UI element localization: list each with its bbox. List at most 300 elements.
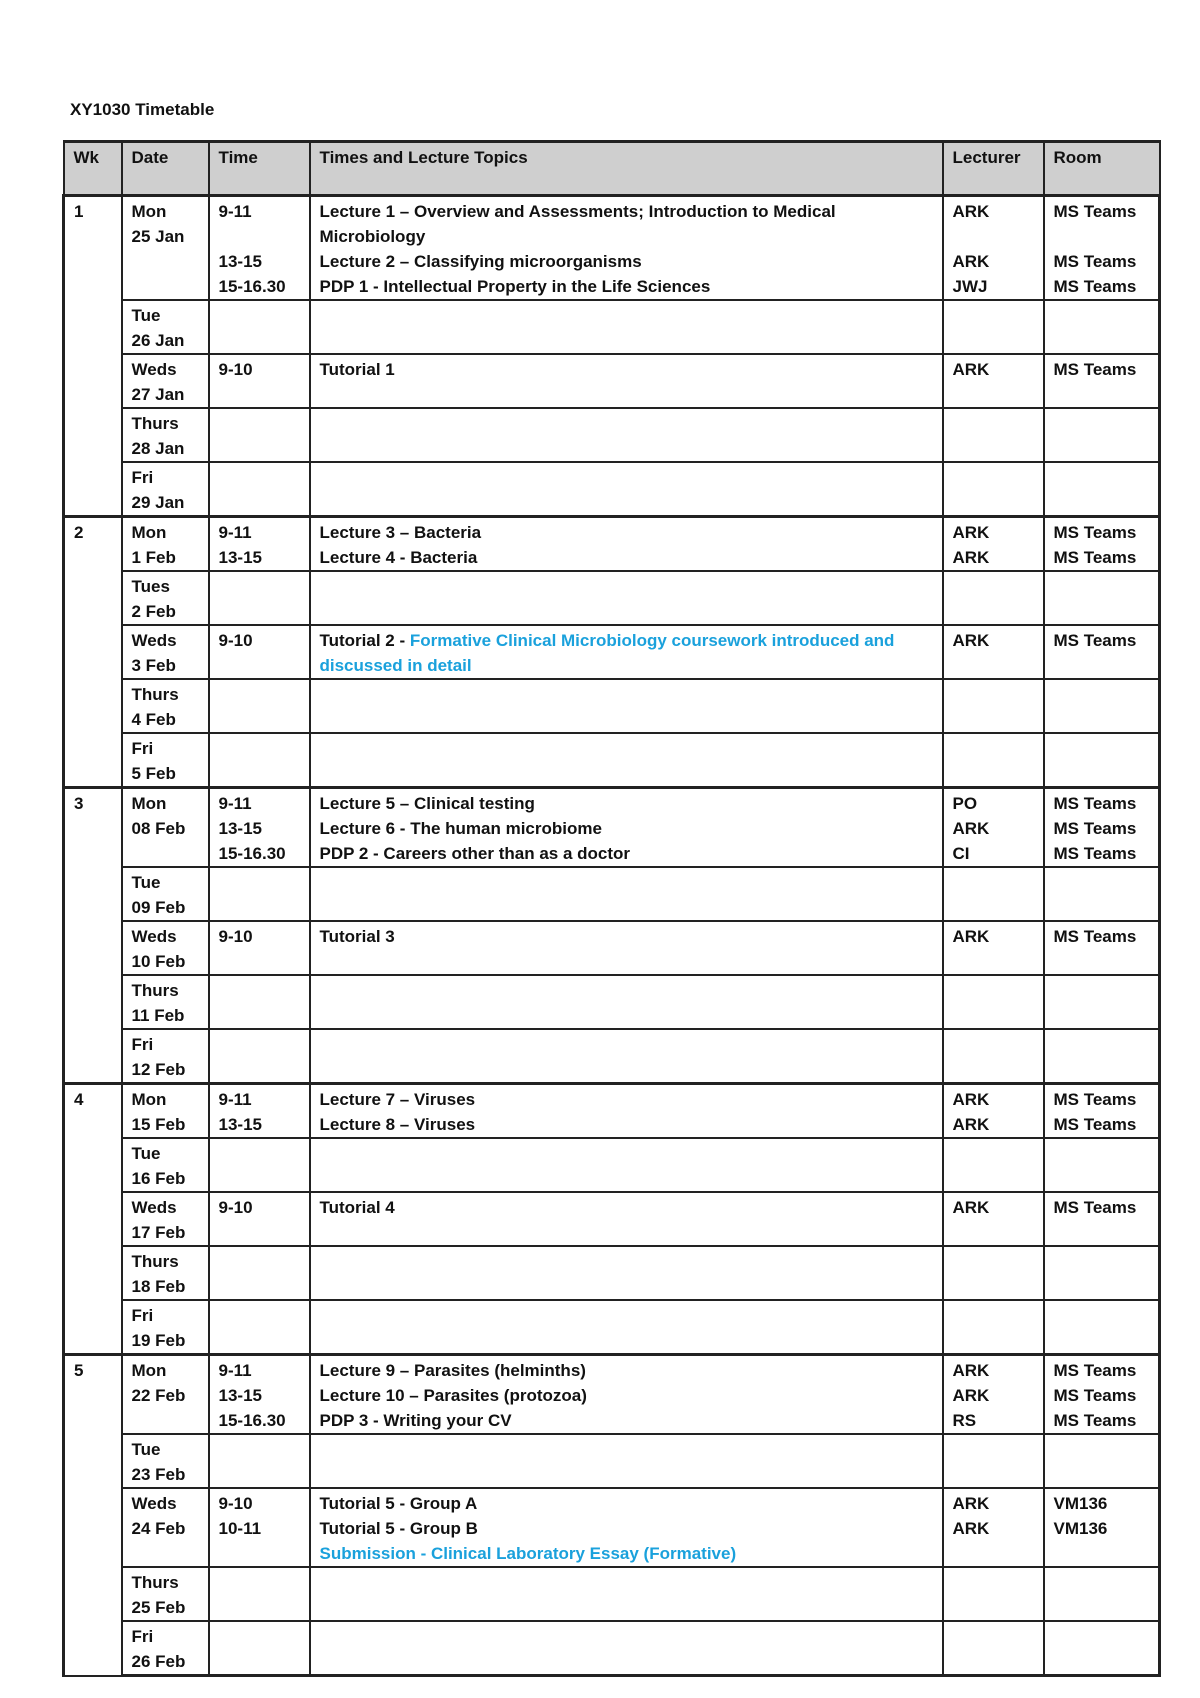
table-row bbox=[64, 517, 1160, 572]
date-cell bbox=[122, 1434, 209, 1488]
topic-entry bbox=[320, 274, 934, 299]
week-number-cell bbox=[64, 788, 122, 1084]
lecturer: ARK bbox=[952, 631, 990, 650]
timetable-body bbox=[64, 196, 1160, 1676]
topic-entry bbox=[320, 520, 934, 545]
day-name: Weds bbox=[131, 927, 177, 946]
lecturer: ARK bbox=[952, 1361, 990, 1380]
time-slot: 9-10 bbox=[218, 1198, 253, 1217]
topic-cell bbox=[310, 975, 943, 1029]
week-number-cell bbox=[64, 517, 122, 788]
room: MS Teams bbox=[1053, 277, 1137, 296]
room: MS Teams bbox=[1053, 819, 1137, 838]
time-slot: 9-11 bbox=[218, 523, 252, 542]
date-cell bbox=[122, 517, 209, 572]
topic-entry bbox=[320, 1383, 934, 1408]
week-number: 1 bbox=[74, 202, 84, 221]
room-cell bbox=[1044, 1029, 1160, 1084]
lecturer: ARK bbox=[952, 1494, 990, 1513]
room: MS Teams bbox=[1053, 631, 1137, 650]
day-date: 5 Feb bbox=[131, 764, 176, 783]
lecturer-cell bbox=[943, 571, 1044, 625]
date-cell bbox=[122, 975, 209, 1029]
topic-cell bbox=[310, 571, 943, 625]
room-cell bbox=[1044, 788, 1160, 868]
date-cell bbox=[122, 408, 209, 462]
topic-cell bbox=[310, 196, 943, 301]
day-date: 16 Feb bbox=[131, 1169, 186, 1188]
topic-cell bbox=[310, 733, 943, 788]
day-name: Thurs bbox=[131, 414, 179, 433]
lecturer-cell bbox=[943, 788, 1044, 868]
week-number-cell bbox=[64, 196, 122, 517]
time-cell bbox=[209, 1567, 310, 1621]
time-slot: 13-15 bbox=[218, 819, 262, 838]
room-cell bbox=[1044, 408, 1160, 462]
topic-cell bbox=[310, 1621, 943, 1676]
room: MS Teams bbox=[1053, 1090, 1137, 1109]
header-row bbox=[64, 142, 1160, 196]
room-cell bbox=[1044, 1300, 1160, 1355]
day-date: 11 Feb bbox=[131, 1006, 185, 1025]
lecturer-cell bbox=[943, 625, 1044, 679]
table-row bbox=[64, 733, 1160, 788]
topic-entry bbox=[320, 1195, 934, 1220]
day-date: 24 Feb bbox=[131, 1519, 186, 1538]
topic-cell bbox=[310, 1300, 943, 1355]
lecturer-cell bbox=[943, 1084, 1044, 1139]
room-cell bbox=[1044, 196, 1160, 301]
day-date: 28 Jan bbox=[131, 439, 185, 458]
time-cell bbox=[209, 354, 310, 408]
room-cell bbox=[1044, 1192, 1160, 1246]
topic-entry bbox=[320, 249, 934, 274]
day-date: 4 Feb bbox=[131, 710, 176, 729]
header-topics: Times and Lecture Topics bbox=[310, 142, 943, 196]
room-cell bbox=[1044, 354, 1160, 408]
day-name: Fri bbox=[131, 1627, 154, 1646]
time-cell bbox=[209, 975, 310, 1029]
date-cell bbox=[122, 354, 209, 408]
time-cell bbox=[209, 571, 310, 625]
table-row bbox=[64, 788, 1160, 868]
topic-text: Lecture 7 – Viruses bbox=[319, 1090, 476, 1109]
lecturer: ARK bbox=[952, 1090, 990, 1109]
time-cell bbox=[209, 1300, 310, 1355]
lecturer-cell bbox=[943, 517, 1044, 572]
table-row bbox=[64, 408, 1160, 462]
lecturer-cell bbox=[943, 679, 1044, 733]
topic-text: Lecture 8 – Viruses bbox=[319, 1115, 476, 1134]
time-slot: 10-11 bbox=[218, 1519, 262, 1538]
room: MS Teams bbox=[1053, 1411, 1137, 1430]
day-name: Mon bbox=[131, 1361, 167, 1380]
room: MS Teams bbox=[1053, 927, 1137, 946]
topic-entry bbox=[320, 1112, 934, 1137]
topic-text: Tutorial 5 - Group B bbox=[319, 1519, 478, 1538]
day-date: 18 Feb bbox=[131, 1277, 186, 1296]
day-date: 09 Feb bbox=[131, 898, 186, 917]
day-name: Mon bbox=[131, 523, 167, 542]
topic-cell bbox=[310, 625, 943, 679]
lecturer: ARK bbox=[952, 1198, 990, 1217]
topic-cell bbox=[310, 462, 943, 517]
time-slot: 9-10 bbox=[218, 927, 253, 946]
lecturer-cell bbox=[943, 1138, 1044, 1192]
topic-text: Tutorial 5 - Group A bbox=[319, 1494, 478, 1513]
week-number: 3 bbox=[74, 794, 84, 813]
header-lecturer: Lecturer bbox=[943, 142, 1044, 196]
date-cell bbox=[122, 1029, 209, 1084]
lecturer: CI bbox=[952, 844, 970, 863]
day-name: Weds bbox=[131, 1494, 177, 1513]
date-cell bbox=[122, 788, 209, 868]
topic-text: Lecture 2 – Classifying microorganisms bbox=[319, 252, 642, 271]
header-room: Room bbox=[1044, 142, 1160, 196]
lecturer: ARK bbox=[952, 548, 990, 567]
date-cell bbox=[122, 1621, 209, 1676]
day-name: Tue bbox=[131, 1144, 161, 1163]
day-name: Thurs bbox=[131, 981, 179, 1000]
date-cell bbox=[122, 679, 209, 733]
time-cell bbox=[209, 517, 310, 572]
room-cell bbox=[1044, 975, 1160, 1029]
lecturer-cell bbox=[943, 1246, 1044, 1300]
week-number-cell bbox=[64, 1355, 122, 1676]
header-time: Time bbox=[209, 142, 310, 196]
topic-text: Lecture 5 – Clinical testing bbox=[319, 794, 535, 813]
table-row bbox=[64, 679, 1160, 733]
topic-cell bbox=[310, 1434, 943, 1488]
time-cell bbox=[209, 1029, 310, 1084]
time-cell bbox=[209, 625, 310, 679]
lecturer: JWJ bbox=[952, 277, 988, 296]
room: MS Teams bbox=[1053, 252, 1137, 271]
topic-entry bbox=[320, 816, 934, 841]
table-row bbox=[64, 1488, 1160, 1567]
date-cell bbox=[122, 1084, 209, 1139]
time-cell bbox=[209, 1434, 310, 1488]
day-date: 12 Feb bbox=[131, 1060, 186, 1079]
topic-cell bbox=[310, 1192, 943, 1246]
day-date: 25 Feb bbox=[131, 1598, 186, 1617]
day-date: 10 Feb bbox=[131, 952, 186, 971]
topic-text: Tutorial 3 bbox=[319, 927, 395, 946]
room-cell bbox=[1044, 867, 1160, 921]
room: MS Teams bbox=[1053, 1198, 1137, 1217]
day-name: Fri bbox=[131, 468, 154, 487]
date-cell bbox=[122, 1567, 209, 1621]
date-cell bbox=[122, 462, 209, 517]
time-slot: 13-15 bbox=[218, 1115, 262, 1134]
topic-entry bbox=[320, 628, 934, 678]
topic-cell bbox=[310, 1084, 943, 1139]
date-cell bbox=[122, 625, 209, 679]
lecturer bbox=[953, 224, 1035, 249]
day-date: 25 Jan bbox=[131, 227, 185, 246]
room-cell bbox=[1044, 733, 1160, 788]
table-row bbox=[64, 867, 1160, 921]
room-cell bbox=[1044, 1488, 1160, 1567]
day-date: 08 Feb bbox=[131, 819, 186, 838]
room bbox=[1054, 224, 1151, 249]
day-name: Thurs bbox=[131, 685, 179, 704]
day-name: Tues bbox=[131, 577, 170, 596]
room-cell bbox=[1044, 679, 1160, 733]
topic-entry bbox=[320, 199, 934, 249]
day-name: Fri bbox=[131, 739, 154, 758]
topic-cell bbox=[310, 921, 943, 975]
lecturer-cell bbox=[943, 1355, 1044, 1435]
table-row bbox=[64, 1434, 1160, 1488]
lecturer: ARK bbox=[952, 1519, 990, 1538]
header-date: Date bbox=[122, 142, 209, 196]
date-cell bbox=[122, 733, 209, 788]
lecturer-cell bbox=[943, 1621, 1044, 1676]
time-slot: 9-10 bbox=[218, 1494, 253, 1513]
topic-text: Lecture 3 – Bacteria bbox=[319, 523, 482, 542]
time-cell bbox=[209, 679, 310, 733]
table-row bbox=[64, 1084, 1160, 1139]
day-date: 15 Feb bbox=[131, 1115, 186, 1134]
table-row bbox=[64, 300, 1160, 354]
date-cell bbox=[122, 921, 209, 975]
topic-cell bbox=[310, 408, 943, 462]
week-number-cell bbox=[64, 1084, 122, 1355]
date-cell bbox=[122, 300, 209, 354]
day-name: Mon bbox=[131, 794, 167, 813]
day-date: 23 Feb bbox=[131, 1465, 186, 1484]
topic-text: PDP 3 - Writing your CV bbox=[319, 1411, 512, 1430]
date-cell bbox=[122, 571, 209, 625]
time-cell bbox=[209, 867, 310, 921]
topic-entry bbox=[320, 924, 934, 949]
topic-entry bbox=[320, 791, 934, 816]
time-cell bbox=[209, 300, 310, 354]
table-row bbox=[64, 462, 1160, 517]
room: MS Teams bbox=[1053, 1115, 1137, 1134]
topic-cell bbox=[310, 1488, 943, 1567]
lecturer-cell bbox=[943, 1488, 1044, 1567]
lecturer: PO bbox=[952, 794, 978, 813]
topic-text: Lecture 9 – Parasites (helminths) bbox=[319, 1361, 586, 1380]
room-cell bbox=[1044, 1567, 1160, 1621]
time-slot: 13-15 bbox=[218, 548, 262, 567]
date-cell bbox=[122, 867, 209, 921]
day-name: Fri bbox=[131, 1306, 154, 1325]
room: MS Teams bbox=[1053, 523, 1137, 542]
lecturer-cell bbox=[943, 1192, 1044, 1246]
lecturer: ARK bbox=[952, 1115, 990, 1134]
topic-text: PDP 1 - Intellectual Property in the Life Sciences bbox=[319, 277, 711, 296]
day-date: 29 Jan bbox=[131, 493, 185, 512]
day-name: Thurs bbox=[131, 1573, 179, 1592]
topic-text: Lecture 6 - The human microbiome bbox=[319, 819, 602, 838]
day-date: 26 Feb bbox=[131, 1652, 186, 1671]
topic-entry bbox=[320, 841, 934, 866]
table-row bbox=[64, 196, 1160, 301]
room: VM136 bbox=[1053, 1519, 1108, 1538]
lecturer: RS bbox=[952, 1411, 977, 1430]
time-slot: 15-16.30 bbox=[218, 277, 286, 296]
room: MS Teams bbox=[1053, 360, 1137, 379]
week-number: 5 bbox=[74, 1361, 84, 1380]
header-wk: Wk bbox=[64, 142, 122, 196]
date-cell bbox=[122, 1355, 209, 1435]
lecturer: ARK bbox=[952, 523, 990, 542]
lecturer-cell bbox=[943, 354, 1044, 408]
room-cell bbox=[1044, 1434, 1160, 1488]
room-cell bbox=[1044, 300, 1160, 354]
topic-entry bbox=[320, 1541, 934, 1566]
topic-text: Lecture 4 - Bacteria bbox=[319, 548, 478, 567]
lecturer: ARK bbox=[952, 360, 990, 379]
day-name: Tue bbox=[131, 1440, 161, 1459]
lecturer: ARK bbox=[952, 252, 990, 271]
time-cell bbox=[209, 1355, 310, 1435]
topic-cell bbox=[310, 517, 943, 572]
table-row bbox=[64, 975, 1160, 1029]
day-date: 27 Jan bbox=[131, 385, 185, 404]
time-slot: 9-10 bbox=[218, 631, 253, 650]
topic-cell bbox=[310, 354, 943, 408]
table-row bbox=[64, 1300, 1160, 1355]
topic-entry bbox=[320, 545, 934, 570]
day-name: Weds bbox=[131, 1198, 177, 1217]
day-date: 22 Feb bbox=[131, 1386, 186, 1405]
room-cell bbox=[1044, 1355, 1160, 1435]
time-cell bbox=[209, 1488, 310, 1567]
topic-entry bbox=[320, 1087, 934, 1112]
date-cell bbox=[122, 1138, 209, 1192]
lecturer-cell bbox=[943, 867, 1044, 921]
time-cell bbox=[209, 788, 310, 868]
topic-cell bbox=[310, 788, 943, 868]
time-slot: 15-16.30 bbox=[218, 844, 286, 863]
day-name: Weds bbox=[131, 360, 177, 379]
topic-cell bbox=[310, 1567, 943, 1621]
date-cell bbox=[122, 1192, 209, 1246]
table-row bbox=[64, 1621, 1160, 1676]
lecturer: ARK bbox=[952, 927, 990, 946]
day-name: Mon bbox=[131, 1090, 167, 1109]
week-number: 4 bbox=[74, 1090, 84, 1109]
day-date: 17 Feb bbox=[131, 1223, 186, 1242]
table-row bbox=[64, 625, 1160, 679]
page-title: XY1030 Timetable bbox=[70, 100, 215, 119]
topic-text: Lecture 1 – Overview and Assessments; Introduction to Medical Microbiology bbox=[319, 202, 836, 246]
time-cell bbox=[209, 1192, 310, 1246]
table-row bbox=[64, 1192, 1160, 1246]
topic-highlight: Formative Clinical Microbiology coursework introduced and discussed in detail bbox=[319, 631, 895, 675]
topic-cell bbox=[310, 300, 943, 354]
lecturer-cell bbox=[943, 921, 1044, 975]
room-cell bbox=[1044, 1138, 1160, 1192]
time-slot: 13-15 bbox=[218, 252, 262, 271]
room: MS Teams bbox=[1053, 1386, 1137, 1405]
time-slot: 13-15 bbox=[218, 1386, 262, 1405]
lecturer-cell bbox=[943, 1434, 1044, 1488]
topic-entry bbox=[320, 357, 934, 382]
room: VM136 bbox=[1053, 1494, 1108, 1513]
table-row bbox=[64, 1246, 1160, 1300]
day-date: 19 Feb bbox=[131, 1331, 186, 1350]
day-name: Thurs bbox=[131, 1252, 179, 1271]
time-cell bbox=[209, 196, 310, 301]
table-row bbox=[64, 1138, 1160, 1192]
topic-cell bbox=[310, 679, 943, 733]
room-cell bbox=[1044, 517, 1160, 572]
lecturer-cell bbox=[943, 300, 1044, 354]
time-slot: 9-11 bbox=[218, 1361, 252, 1380]
time-cell bbox=[209, 408, 310, 462]
date-cell bbox=[122, 1300, 209, 1355]
lecturer-cell bbox=[943, 408, 1044, 462]
day-name: Mon bbox=[131, 202, 167, 221]
table-row bbox=[64, 1567, 1160, 1621]
lecturer-cell bbox=[943, 1300, 1044, 1355]
day-name: Fri bbox=[131, 1035, 154, 1054]
table-row bbox=[64, 354, 1160, 408]
day-date: 2 Feb bbox=[131, 602, 176, 621]
timetable bbox=[62, 140, 1161, 1677]
topic-cell bbox=[310, 1029, 943, 1084]
time-slot: 9-10 bbox=[218, 360, 253, 379]
time-cell bbox=[209, 462, 310, 517]
topic-cell bbox=[310, 1246, 943, 1300]
topic-cell bbox=[310, 867, 943, 921]
time-slot bbox=[219, 224, 301, 249]
time-slot: 9-11 bbox=[218, 202, 252, 221]
lecturer: ARK bbox=[952, 819, 990, 838]
room-cell bbox=[1044, 1084, 1160, 1139]
time-slot: 9-11 bbox=[218, 794, 252, 813]
topic-text: Tutorial 4 bbox=[319, 1198, 395, 1217]
time-cell bbox=[209, 1084, 310, 1139]
lecturer-cell bbox=[943, 1029, 1044, 1084]
room-cell bbox=[1044, 462, 1160, 517]
room-cell bbox=[1044, 571, 1160, 625]
topic-entry bbox=[320, 1358, 934, 1383]
topic-cell bbox=[310, 1355, 943, 1435]
time-cell bbox=[209, 1246, 310, 1300]
time-slot: 15-16.30 bbox=[218, 1411, 286, 1430]
date-cell bbox=[122, 1488, 209, 1567]
time-cell bbox=[209, 733, 310, 788]
topic-highlight: Submission - Clinical Laboratory Essay (Formative) bbox=[319, 1544, 737, 1563]
day-date: 3 Feb bbox=[131, 656, 176, 675]
table-row bbox=[64, 571, 1160, 625]
topic-text: PDP 2 - Careers other than as a doctor bbox=[319, 844, 631, 863]
lecturer-cell bbox=[943, 733, 1044, 788]
lecturer-cell bbox=[943, 196, 1044, 301]
lecturer-cell bbox=[943, 462, 1044, 517]
topic-text: Tutorial 1 bbox=[319, 360, 395, 379]
table-row bbox=[64, 1355, 1160, 1435]
table-row bbox=[64, 921, 1160, 975]
room: MS Teams bbox=[1053, 548, 1137, 567]
day-date: 1 Feb bbox=[131, 548, 176, 567]
lecturer-cell bbox=[943, 1567, 1044, 1621]
room-cell bbox=[1044, 921, 1160, 975]
room-cell bbox=[1044, 1246, 1160, 1300]
time-cell bbox=[209, 921, 310, 975]
room: MS Teams bbox=[1053, 844, 1137, 863]
room-cell bbox=[1044, 625, 1160, 679]
date-cell bbox=[122, 1246, 209, 1300]
topic-entry bbox=[320, 1408, 934, 1433]
time-cell bbox=[209, 1138, 310, 1192]
